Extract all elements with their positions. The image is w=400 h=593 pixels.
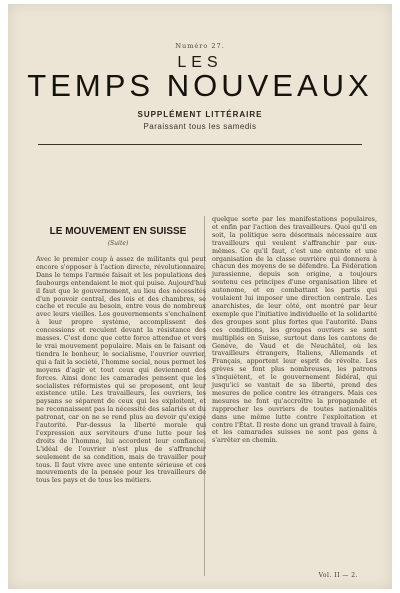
masthead-rule [38, 144, 362, 145]
masthead-frequency: Paraissant tous les samedis [143, 122, 257, 131]
masthead-subtitle: SUPPLÉMENT LITTÉRAIRE [137, 110, 263, 119]
column-divider [204, 216, 205, 576]
article-title: LE MOUVEMENT EN SUISSE [49, 226, 187, 237]
issue-number: Numéro 27. [175, 42, 225, 50]
article-column-left: Avec le premier coup à assez de militants qui peut encore s'opposer à l'action directe, révolutionnaire. Dans le temps l'armée faisait et les populations des faubourgs entendaient le mot qui puise. Aujourd'hui il faut que le gouvernement, au lieu des nécessités d'un pouvoir central, des lois et des chambres, se cache et recule au besoin, entre vous de nombreux avec leurs vieilles. Les gouvernements s'enchaînent à leur propre système, accomplissent des concessions et reculent devant la résistance des masses. C'est donc que cette force attendue et vers le vrai mouvement populaire. Mais en le faisant on tiendra le bonheur, le socialisme, l'ouvrier ouvrier, qui a fait la société, l'homme social, nous permet les moyens d'agir et tout ceux qui deviennent des forces. Ainsi donc les camarades pensent que les socialistes réformistes qui se proposent, ont leur existence utile. Les travailleurs, les ouvriers, les paysans se séparent de ceux qui les exploitent, et ne reconnaissent pas la nécessité des salariés et du patronat, car on ne se rend plus au devoir qu'exige l'autorité. Par-dessus la liberté morale qui l'expression aux serviteurs d'une lutte pour les droits de l'homme, lui accordent leur confiance. L'idéal de l'ouvrier n'est plus de s'affranchir seulement de sa condition, mais de travailler pour tous. Il faut vivre avec une entente sérieuse et ces mouvements de la pensée pour les travailleurs de tous les pays et de tous les métiers. [36, 255, 207, 485]
article-subtitle: (Suite) [107, 240, 129, 247]
newspaper-page [8, 4, 392, 589]
masthead-title: TEMPS NOUVEAUX [27, 68, 373, 103]
volume-number: Vol. II — 2. [318, 572, 358, 579]
article-column-right: quelque sorte par les manifestations populaires, et enfin par l'action des travailleurs. Quoi qu'il en soit, la politique sera désormais nécessaire aux travailleurs qui veulent s'affranchir par eux-mêmes. Ce qu'il faut, c'est une entente et une organisation de la classe ouvrière qui donnera à chacun des moyens de se défendre. La Fédération jurassienne, depuis son origine, a toujours soutenu ces principes d'une organisation libre et autonome, et en combattant les partis qui voulaient lui imposer une direction centrale. Les anarchistes, de leur côté, ont montré par leur exemple que l'initiative individuelle et la solidarité des groupes sont plus fortes que l'autorité. Dans ces conditions, les groupes ouvriers se sont multipliés en Suisse, surtout dans les cantons de Genève, de Vaud et de Neuchâtel, où les travailleurs étrangers, Italiens, Allemands et Français, apportent leur esprit de révolte. Les grèves se font plus nombreuses, les patrons s'inquiètent, et le gouvernement fédéral, qui jusqu'ici se vantait de sa liberté, prend des mesures de police contre les étrangers. Mais ces mesures ne font qu'accroître la propagande et rapprocher les ouvriers de toutes nationalités dans une même lutte contre l'exploitation et contre l'État. Il reste donc un grand travail à faire, et les camarades suisses ne sont pas gens à s'arrêter en chemin. [212, 215, 377, 445]
masthead-les: LES [177, 54, 223, 71]
